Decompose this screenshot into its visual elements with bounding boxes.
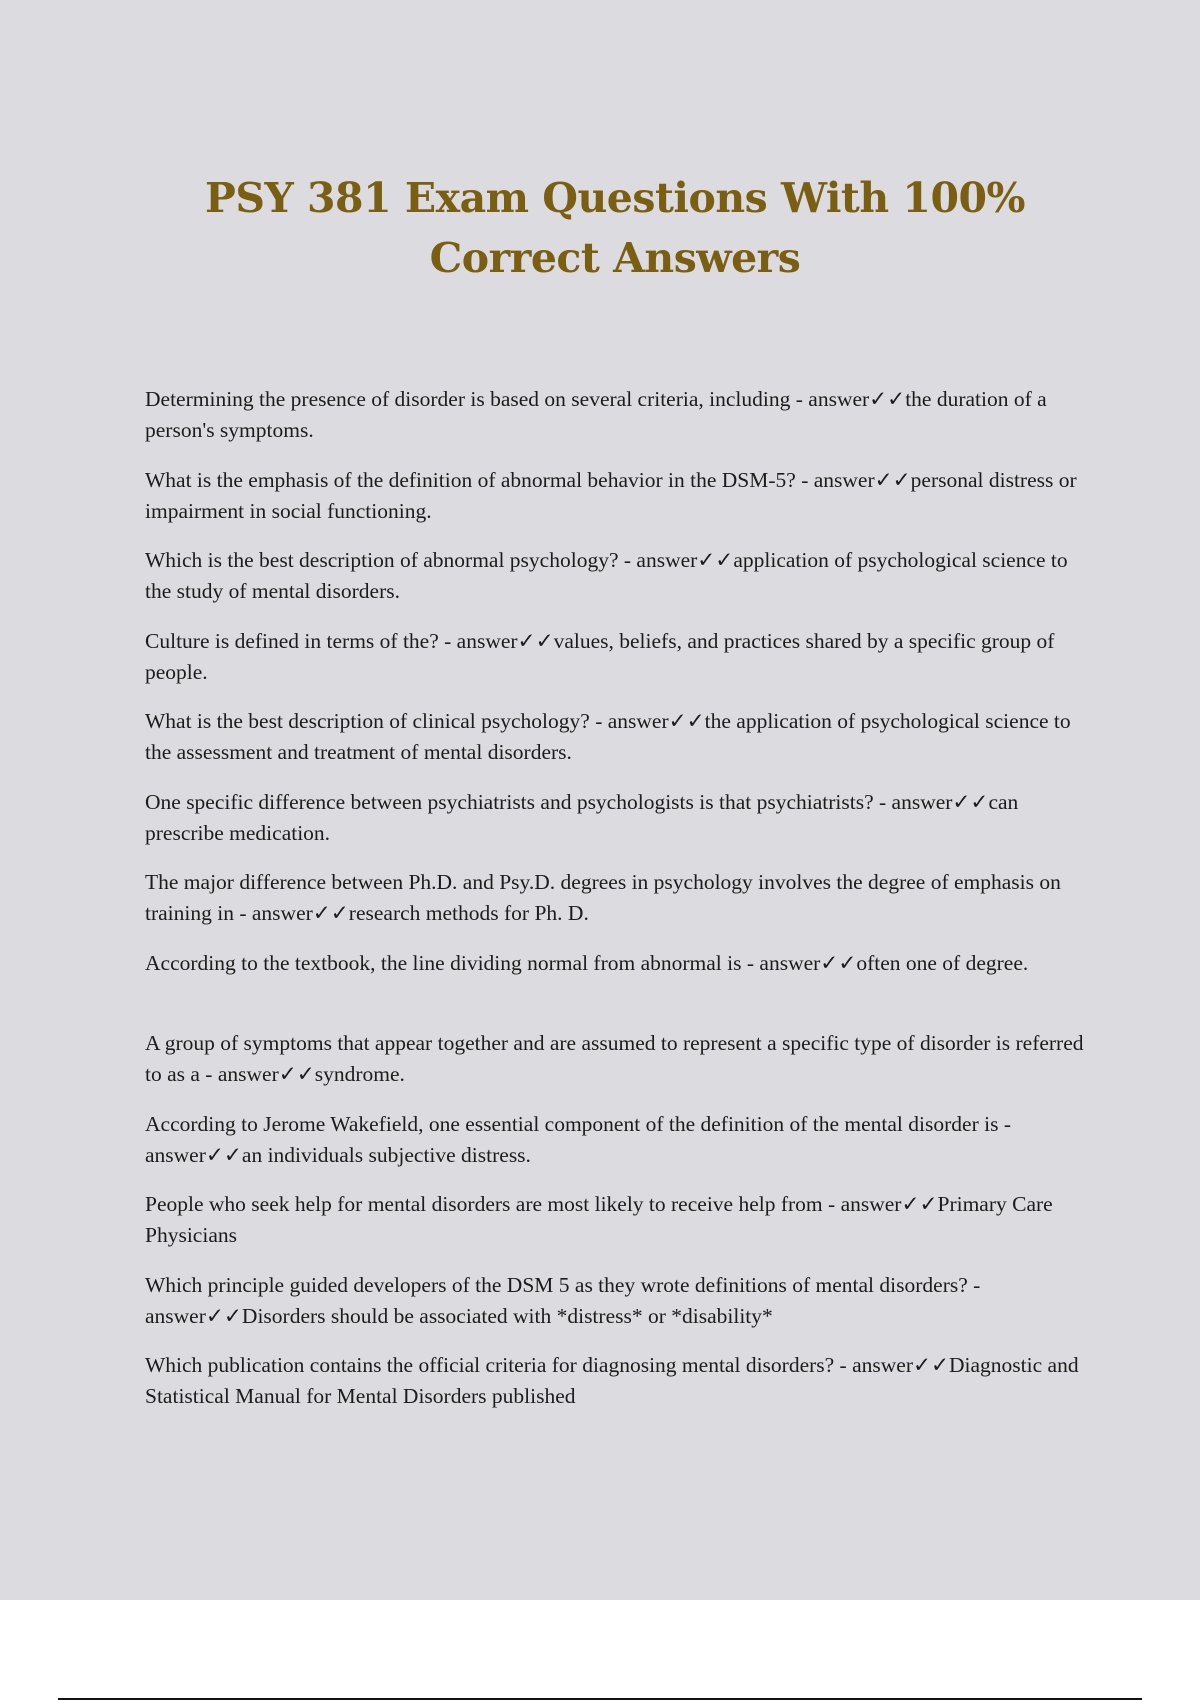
qa-item bbox=[145, 545, 1095, 607]
question-text: A group of symptoms that appear together and are assumed to represent a specific type of disorder is referred to as a - bbox=[145, 1031, 1084, 1086]
answer-text: answer✓✓values, beliefs, and practices shared by a specific group of people. bbox=[145, 628, 1055, 684]
qa-item bbox=[145, 948, 1095, 1010]
answer-text: answer✓✓research methods for Ph. D. bbox=[251, 901, 589, 925]
question-text: What is the emphasis of the definition of abnormal behavior in the DSM-5? - bbox=[145, 467, 814, 492]
question-text: According to the textbook, the line dividing normal from abnormal is - bbox=[145, 950, 760, 975]
question-text: The major difference between Ph.D. and Psy.D. degrees in psychology involves the degree of emphasis on training in - bbox=[145, 870, 1061, 925]
answer-text: answer✓✓Disorders should be associated with *distress* or *disability* bbox=[145, 1303, 773, 1328]
question-text: People who seek help for mental disorders are most likely to receive help from - bbox=[145, 1192, 841, 1216]
question-text: According to Jerome Wakefield, one essential component of the definition of the mental disorder is - bbox=[145, 1111, 1011, 1136]
qa-item bbox=[145, 1109, 1095, 1171]
question-text: Which is the best description of abnormal psychology? - bbox=[145, 548, 637, 572]
question-text: What is the best description of clinical psychology? - bbox=[145, 709, 608, 733]
qa-item bbox=[145, 867, 1095, 929]
question-text: Which publication contains the official criteria for diagnosing mental disorders? - bbox=[145, 1353, 853, 1377]
answer-text: answer✓✓Diagnostic and Statistical Manual for Mental Disorders published bbox=[145, 1353, 1079, 1408]
answer-text: answer✓✓an individuals subjective distress. bbox=[145, 1142, 531, 1167]
qa-list bbox=[145, 384, 1095, 1431]
answer-text: answer✓✓the application of psychological science to the assessment and treatment of mental disorders. bbox=[145, 709, 1071, 764]
question-text: Which principle guided developers of the DSM 5 as they wrote definitions of mental disorders? - bbox=[145, 1272, 981, 1297]
qa-item bbox=[145, 1028, 1095, 1090]
qa-item bbox=[145, 626, 1095, 688]
title-line-1: PSY 381 Exam Questions With 100% bbox=[205, 174, 1025, 222]
qa-item bbox=[145, 706, 1095, 768]
qa-item bbox=[145, 1270, 1095, 1332]
qa-item bbox=[145, 465, 1095, 527]
qa-item bbox=[145, 787, 1095, 849]
document-title bbox=[150, 168, 1080, 288]
qa-item bbox=[145, 1189, 1095, 1251]
answer-text: answer✓✓syndrome. bbox=[217, 1062, 405, 1086]
question-text: One specific difference between psychiatrists and psychologists is that psychiatrists? - bbox=[145, 789, 892, 814]
qa-item bbox=[145, 384, 1095, 446]
title-line-2: Correct Answers bbox=[429, 234, 801, 282]
question-text: Culture is defined in terms of the? - bbox=[145, 628, 457, 653]
answer-text: answer✓✓personal distress or impairment in social functioning. bbox=[145, 467, 1077, 523]
answer-text: answer✓✓Primary Care Physicians bbox=[145, 1192, 1053, 1247]
answer-text: answer✓✓the duration of a person's symptoms. bbox=[145, 387, 1047, 442]
answer-text: answer✓✓often one of degree. bbox=[759, 950, 1029, 975]
question-text: Determining the presence of disorder is based on several criteria, including - bbox=[145, 387, 809, 411]
qa-item bbox=[145, 1350, 1095, 1412]
answer-text: answer✓✓can prescribe medication. bbox=[145, 789, 1019, 845]
answer-text: answer✓✓application of psychological science to the study of mental disorders. bbox=[145, 548, 1068, 603]
